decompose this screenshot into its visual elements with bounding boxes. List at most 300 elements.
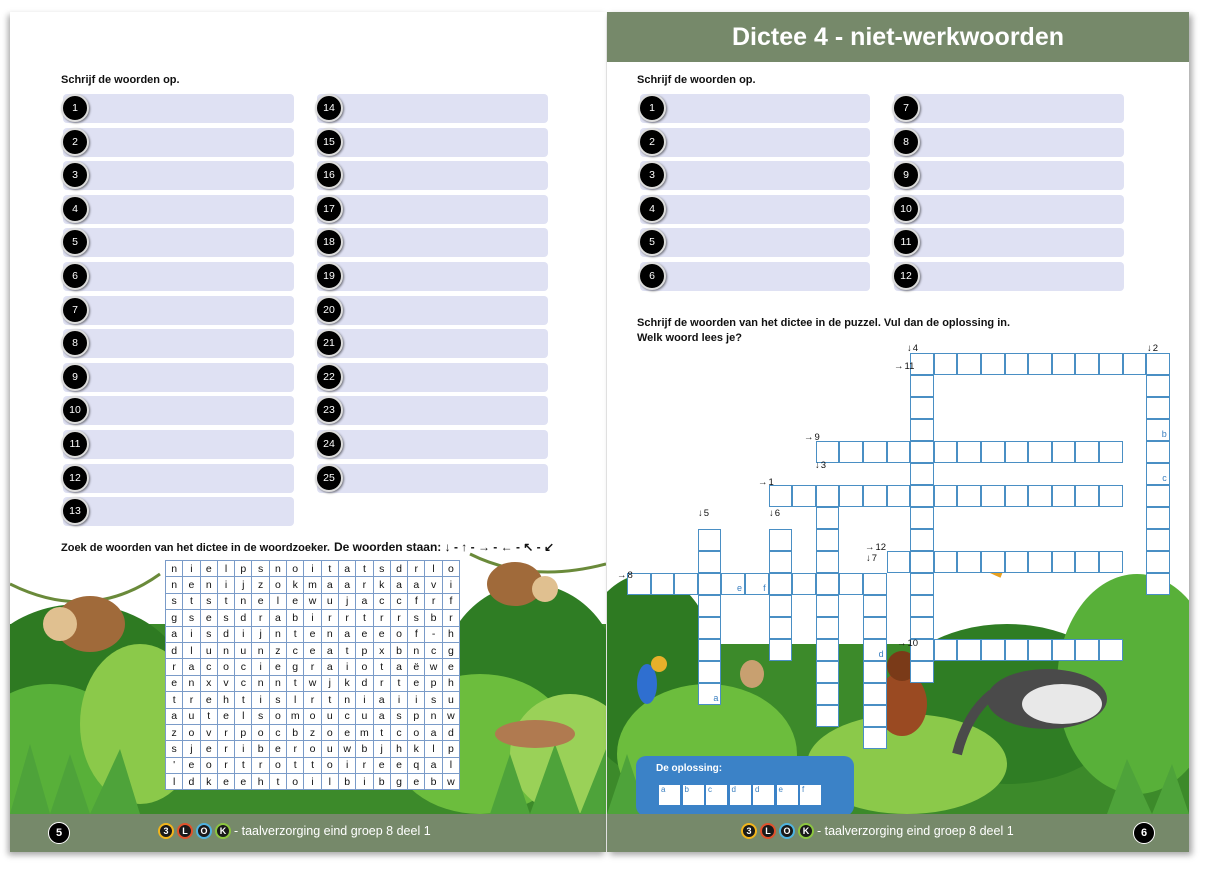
word-search-cell[interactable]: r — [373, 675, 390, 691]
word-search-cell[interactable]: m — [304, 577, 321, 593]
writing-line[interactable] — [63, 94, 294, 123]
word-search-cell[interactable]: h — [217, 692, 234, 708]
word-search-cell[interactable]: l — [183, 642, 200, 658]
word-search-cell[interactable]: o — [217, 659, 234, 675]
word-search-cell[interactable]: c — [235, 659, 252, 675]
crossword-cell[interactable] — [651, 573, 675, 595]
word-search-cell[interactable]: t — [287, 757, 304, 773]
writing-line[interactable] — [894, 195, 1124, 224]
word-search-cell[interactable]: o — [304, 741, 321, 757]
word-search-cell[interactable]: a — [408, 577, 425, 593]
word-search-cell[interactable]: l — [269, 593, 286, 609]
writing-line[interactable] — [63, 430, 294, 459]
crossword-cell[interactable] — [839, 573, 863, 595]
word-search-cell[interactable]: e — [373, 626, 390, 642]
word-search-cell[interactable]: l — [166, 774, 183, 790]
word-search-cell[interactable]: b — [287, 724, 304, 740]
crossword-cell[interactable] — [887, 485, 911, 507]
word-search-cell[interactable]: n — [183, 675, 200, 691]
word-search-cell[interactable]: n — [269, 675, 286, 691]
crossword-cell[interactable] — [863, 441, 887, 463]
word-search-cell[interactable]: f — [408, 593, 425, 609]
word-search-cell[interactable]: s — [408, 610, 425, 626]
word-search-cell[interactable]: t — [304, 757, 321, 773]
word-search-cell[interactable]: a — [390, 577, 407, 593]
crossword-cell[interactable] — [816, 705, 840, 727]
crossword-cell[interactable] — [910, 551, 934, 573]
crossword-cell[interactable] — [957, 353, 981, 375]
crossword-cell[interactable] — [1052, 551, 1076, 573]
crossword-cell[interactable] — [769, 485, 793, 507]
word-search-cell[interactable]: d — [442, 724, 459, 740]
crossword-cell[interactable] — [1146, 507, 1170, 529]
word-search-cell[interactable]: o — [183, 724, 200, 740]
word-search-cell[interactable]: s — [252, 561, 269, 577]
word-search-cell[interactable]: u — [321, 708, 338, 724]
word-search-cell[interactable]: ' — [166, 757, 183, 773]
word-search-cell[interactable]: e — [304, 642, 321, 658]
writing-line[interactable] — [317, 430, 548, 459]
word-search-cell[interactable]: c — [373, 593, 390, 609]
word-search-cell[interactable]: s — [217, 610, 234, 626]
word-search-cell[interactable]: c — [235, 675, 252, 691]
word-search-cell[interactable]: a — [373, 692, 390, 708]
crossword-cell[interactable] — [816, 507, 840, 529]
word-search-cell[interactable]: k — [338, 675, 355, 691]
crossword-cell[interactable] — [816, 617, 840, 639]
crossword-cell[interactable] — [1028, 639, 1052, 661]
writing-line[interactable] — [317, 396, 548, 425]
crossword-cell[interactable] — [839, 485, 863, 507]
word-search-cell[interactable]: v — [200, 724, 217, 740]
solution-cell[interactable] — [799, 784, 822, 806]
word-search-cell[interactable]: m — [287, 708, 304, 724]
word-search-cell[interactable]: t — [217, 593, 234, 609]
word-search-cell[interactable]: a — [166, 708, 183, 724]
crossword-cell[interactable] — [910, 595, 934, 617]
word-search-cell[interactable]: i — [304, 561, 321, 577]
crossword-cell[interactable] — [745, 573, 769, 595]
word-search-cell[interactable]: g — [390, 774, 407, 790]
crossword-cell[interactable] — [698, 683, 722, 705]
word-search-cell[interactable]: l — [321, 774, 338, 790]
word-search-cell[interactable]: z — [269, 642, 286, 658]
writing-line[interactable] — [317, 161, 548, 190]
crossword-cell[interactable] — [863, 639, 887, 661]
word-search-cell[interactable]: s — [390, 708, 407, 724]
crossword-cell[interactable] — [816, 573, 840, 595]
writing-line[interactable] — [63, 363, 294, 392]
word-search-cell[interactable]: x — [200, 675, 217, 691]
word-search-cell[interactable]: a — [425, 757, 442, 773]
word-search-cell[interactable]: e — [356, 626, 373, 642]
crossword-cell[interactable] — [816, 529, 840, 551]
crossword-cell[interactable] — [934, 551, 958, 573]
word-search-cell[interactable]: t — [373, 659, 390, 675]
word-search-cell[interactable]: b — [373, 774, 390, 790]
word-search-cell[interactable]: o — [390, 626, 407, 642]
word-search-cell[interactable]: r — [425, 593, 442, 609]
word-search-cell[interactable]: h — [390, 741, 407, 757]
word-search-cell[interactable]: e — [252, 593, 269, 609]
writing-line[interactable] — [640, 161, 870, 190]
word-search-cell[interactable]: a — [269, 610, 286, 626]
word-search-cell[interactable]: o — [269, 757, 286, 773]
crossword-cell[interactable] — [721, 573, 745, 595]
word-search-cell[interactable]: h — [442, 675, 459, 691]
crossword-cell[interactable] — [910, 485, 934, 507]
crossword-cell[interactable] — [1028, 485, 1052, 507]
crossword-cell[interactable] — [1075, 639, 1099, 661]
word-search-cell[interactable]: u — [442, 692, 459, 708]
word-search-cell[interactable]: d — [217, 626, 234, 642]
word-search-cell[interactable]: z — [252, 577, 269, 593]
word-search-cell[interactable]: r — [217, 724, 234, 740]
word-search-cell[interactable]: c — [200, 659, 217, 675]
crossword-cell[interactable] — [863, 485, 887, 507]
solution-cell[interactable] — [776, 784, 799, 806]
word-search-cell[interactable]: t — [166, 692, 183, 708]
word-search-cell[interactable]: r — [217, 741, 234, 757]
crossword-cell[interactable] — [698, 617, 722, 639]
word-search-cell[interactable]: i — [183, 561, 200, 577]
word-search-cell[interactable]: a — [390, 659, 407, 675]
crossword-cell[interactable] — [1146, 441, 1170, 463]
crossword-cell[interactable] — [863, 683, 887, 705]
writing-line[interactable] — [317, 128, 548, 157]
word-search-cell[interactable]: f — [408, 626, 425, 642]
word-search-cell[interactable]: u — [200, 642, 217, 658]
crossword-cell[interactable] — [769, 573, 793, 595]
word-search-cell[interactable]: e — [408, 774, 425, 790]
word-search-cell[interactable]: r — [166, 659, 183, 675]
word-search-cell[interactable]: c — [287, 642, 304, 658]
crossword-cell[interactable] — [910, 529, 934, 551]
crossword-cell[interactable] — [1099, 485, 1123, 507]
word-search-cell[interactable]: t — [269, 774, 286, 790]
word-search-cell[interactable]: j — [183, 741, 200, 757]
word-search-cell[interactable]: o — [287, 774, 304, 790]
writing-line[interactable] — [317, 195, 548, 224]
word-search-cell[interactable]: r — [356, 757, 373, 773]
writing-line[interactable] — [63, 464, 294, 493]
word-search-cell[interactable]: t — [287, 675, 304, 691]
word-search-cell[interactable]: a — [356, 593, 373, 609]
word-search-cell[interactable]: u — [321, 593, 338, 609]
word-search-cell[interactable]: e — [235, 774, 252, 790]
writing-line[interactable] — [63, 329, 294, 358]
word-search-cell[interactable]: p — [408, 708, 425, 724]
word-search-cell[interactable]: e — [217, 708, 234, 724]
crossword-cell[interactable] — [1146, 353, 1170, 375]
word-search-cell[interactable]: u — [356, 708, 373, 724]
crossword-cell[interactable] — [1099, 441, 1123, 463]
word-search-cell[interactable]: p — [442, 741, 459, 757]
word-search-cell[interactable]: o — [269, 708, 286, 724]
crossword-cell[interactable] — [863, 727, 887, 749]
word-search-cell[interactable]: s — [425, 692, 442, 708]
writing-line[interactable] — [317, 329, 548, 358]
word-search-cell[interactable]: i — [408, 692, 425, 708]
crossword-cell[interactable] — [1052, 441, 1076, 463]
word-search-cell[interactable]: l — [425, 561, 442, 577]
word-search-cell[interactable]: t — [183, 593, 200, 609]
word-search-cell[interactable]: r — [338, 610, 355, 626]
word-search-cell[interactable]: w — [442, 708, 459, 724]
crossword-cell[interactable] — [698, 573, 722, 595]
word-search-cell[interactable]: b — [390, 642, 407, 658]
word-search-cell[interactable]: h — [252, 774, 269, 790]
crossword-cell[interactable] — [816, 595, 840, 617]
crossword-cell[interactable] — [816, 683, 840, 705]
writing-line[interactable] — [894, 228, 1124, 257]
word-search-cell[interactable]: s — [166, 741, 183, 757]
word-search-cell[interactable]: ë — [408, 659, 425, 675]
crossword-cell[interactable] — [698, 551, 722, 573]
crossword-cell[interactable] — [887, 441, 911, 463]
word-search-cell[interactable]: w — [338, 741, 355, 757]
word-search-cell[interactable]: e — [287, 593, 304, 609]
word-search-cell[interactable]: n — [408, 642, 425, 658]
word-search-cell[interactable]: i — [183, 626, 200, 642]
crossword-cell[interactable] — [816, 485, 840, 507]
word-search-cell[interactable]: n — [235, 593, 252, 609]
word-search-cell[interactable]: e — [304, 626, 321, 642]
crossword-cell[interactable] — [934, 485, 958, 507]
crossword-cell[interactable] — [934, 441, 958, 463]
writing-line[interactable] — [640, 94, 870, 123]
word-search-cell[interactable]: a — [183, 659, 200, 675]
word-search-cell[interactable]: n — [217, 642, 234, 658]
word-search-cell[interactable]: d — [183, 774, 200, 790]
word-search-cell[interactable]: t — [235, 757, 252, 773]
word-search-cell[interactable]: t — [321, 692, 338, 708]
crossword-cell[interactable] — [1052, 353, 1076, 375]
word-search-cell[interactable]: e — [442, 659, 459, 675]
word-search-cell[interactable]: r — [252, 757, 269, 773]
word-search-cell[interactable]: i — [356, 774, 373, 790]
word-search-cell[interactable]: r — [390, 610, 407, 626]
crossword-cell[interactable] — [839, 441, 863, 463]
crossword-cell[interactable] — [910, 419, 934, 441]
word-search-cell[interactable]: f — [442, 593, 459, 609]
word-search-cell[interactable]: r — [183, 692, 200, 708]
word-search-cell[interactable]: e — [217, 774, 234, 790]
word-search-cell[interactable]: o — [304, 708, 321, 724]
crossword-cell[interactable] — [816, 639, 840, 661]
word-search-cell[interactable]: r — [373, 610, 390, 626]
word-search-cell[interactable]: s — [166, 593, 183, 609]
crossword-cell[interactable] — [1146, 375, 1170, 397]
word-search-cell[interactable]: n — [252, 675, 269, 691]
word-search-cell[interactable]: r — [287, 741, 304, 757]
word-search-cell[interactable]: w — [425, 659, 442, 675]
crossword-cell[interactable] — [816, 551, 840, 573]
crossword-cell[interactable] — [1028, 551, 1052, 573]
word-search-cell[interactable]: a — [338, 626, 355, 642]
word-search-cell[interactable]: o — [321, 757, 338, 773]
crossword-cell[interactable] — [957, 485, 981, 507]
word-search-cell[interactable]: g — [287, 659, 304, 675]
word-search-cell[interactable]: - — [425, 626, 442, 642]
word-search-cell[interactable]: i — [304, 610, 321, 626]
crossword-cell[interactable] — [769, 551, 793, 573]
crossword-cell[interactable] — [934, 353, 958, 375]
crossword-cell[interactable] — [1146, 551, 1170, 573]
word-search-cell[interactable]: k — [408, 741, 425, 757]
word-search-cell[interactable]: n — [166, 561, 183, 577]
writing-line[interactable] — [894, 262, 1124, 291]
crossword-cell[interactable] — [981, 551, 1005, 573]
crossword-cell[interactable] — [1146, 573, 1170, 595]
writing-line[interactable] — [63, 296, 294, 325]
word-search-cell[interactable]: s — [269, 692, 286, 708]
word-search-cell[interactable]: x — [373, 642, 390, 658]
solution-cell[interactable] — [705, 784, 728, 806]
word-search-cell[interactable]: r — [442, 610, 459, 626]
word-search-cell[interactable]: u — [183, 708, 200, 724]
crossword-cell[interactable] — [1028, 441, 1052, 463]
word-search-cell[interactable]: t — [321, 561, 338, 577]
crossword-cell[interactable] — [910, 397, 934, 419]
word-search-cell[interactable]: s — [183, 610, 200, 626]
word-search-cell[interactable]: r — [321, 610, 338, 626]
writing-line[interactable] — [63, 195, 294, 224]
word-search-cell[interactable]: w — [304, 593, 321, 609]
word-search-cell[interactable]: d — [390, 561, 407, 577]
crossword-cell[interactable] — [1028, 353, 1052, 375]
word-search-cell[interactable]: n — [269, 626, 286, 642]
writing-line[interactable] — [894, 128, 1124, 157]
word-search-cell[interactable]: p — [425, 675, 442, 691]
word-search-cell[interactable]: e — [408, 675, 425, 691]
writing-line[interactable] — [640, 262, 870, 291]
writing-line[interactable] — [63, 497, 294, 526]
word-search-cell[interactable]: e — [390, 757, 407, 773]
writing-line[interactable] — [317, 464, 548, 493]
word-search-cell[interactable]: e — [183, 577, 200, 593]
crossword-cell[interactable] — [1099, 353, 1123, 375]
crossword-cell[interactable] — [1052, 639, 1076, 661]
word-search-cell[interactable]: b — [425, 774, 442, 790]
crossword-cell[interactable] — [981, 441, 1005, 463]
word-search-cell[interactable]: e — [338, 724, 355, 740]
word-search-cell[interactable]: o — [269, 577, 286, 593]
word-search-cell[interactable]: w — [304, 675, 321, 691]
crossword-cell[interactable] — [1146, 463, 1170, 485]
word-search-cell[interactable]: r — [217, 757, 234, 773]
word-search-cell[interactable]: t — [200, 708, 217, 724]
word-search-cell[interactable]: k — [287, 577, 304, 593]
crossword-cell[interactable] — [863, 661, 887, 683]
crossword-cell[interactable] — [792, 485, 816, 507]
word-search-cell[interactable]: p — [235, 724, 252, 740]
word-search-cell[interactable]: j — [235, 577, 252, 593]
word-search-cell[interactable]: i — [338, 757, 355, 773]
word-search-cell[interactable]: z — [166, 724, 183, 740]
crossword-cell[interactable] — [957, 639, 981, 661]
solution-cell[interactable] — [682, 784, 705, 806]
word-search-cell[interactable]: r — [252, 610, 269, 626]
word-search-cell[interactable]: a — [321, 659, 338, 675]
writing-line[interactable] — [640, 128, 870, 157]
word-search-cell[interactable]: a — [166, 626, 183, 642]
crossword-cell[interactable] — [698, 529, 722, 551]
crossword-cell[interactable] — [1146, 529, 1170, 551]
writing-line[interactable] — [63, 128, 294, 157]
word-search-cell[interactable]: g — [166, 610, 183, 626]
word-search-cell[interactable]: o — [287, 561, 304, 577]
word-search-cell[interactable]: e — [200, 692, 217, 708]
word-search-cell[interactable]: c — [390, 593, 407, 609]
solution-cell[interactable] — [658, 784, 681, 806]
crossword-cell[interactable] — [957, 551, 981, 573]
word-search-cell[interactable]: d — [356, 675, 373, 691]
word-search-cell[interactable]: i — [356, 692, 373, 708]
word-search-cell[interactable]: o — [442, 561, 459, 577]
crossword-cell[interactable] — [863, 705, 887, 727]
crossword-cell[interactable] — [769, 639, 793, 661]
crossword-cell[interactable] — [1075, 485, 1099, 507]
solution-cell[interactable] — [752, 784, 775, 806]
crossword-cell[interactable] — [698, 595, 722, 617]
word-search-cell[interactable]: s — [200, 593, 217, 609]
crossword-cell[interactable] — [769, 595, 793, 617]
crossword-cell[interactable] — [887, 551, 911, 573]
word-search-cell[interactable]: o — [356, 659, 373, 675]
solution-cell[interactable] — [729, 784, 752, 806]
word-search-cell[interactable]: h — [442, 626, 459, 642]
crossword-cell[interactable] — [674, 573, 698, 595]
crossword-cell[interactable] — [1005, 485, 1029, 507]
word-search-cell[interactable]: t — [356, 561, 373, 577]
word-search-cell[interactable]: e — [200, 561, 217, 577]
word-search-cell[interactable]: e — [373, 757, 390, 773]
word-search-cell[interactable]: s — [373, 561, 390, 577]
word-search-cell[interactable]: d — [235, 610, 252, 626]
word-search-cell[interactable]: c — [269, 724, 286, 740]
word-search-cell[interactable]: o — [321, 724, 338, 740]
crossword-cell[interactable] — [1146, 485, 1170, 507]
word-search-cell[interactable]: o — [408, 724, 425, 740]
word-search-cell[interactable]: w — [442, 774, 459, 790]
word-search-cell[interactable]: g — [442, 642, 459, 658]
writing-line[interactable] — [894, 94, 1124, 123]
crossword-cell[interactable] — [1005, 639, 1029, 661]
word-search-cell[interactable]: i — [217, 577, 234, 593]
word-search-cell[interactable]: l — [425, 741, 442, 757]
word-search-cell[interactable]: i — [252, 659, 269, 675]
word-search-cell[interactable]: e — [183, 757, 200, 773]
crossword-cell[interactable] — [1075, 441, 1099, 463]
crossword-cell[interactable] — [769, 617, 793, 639]
word-search-cell[interactable]: j — [252, 626, 269, 642]
word-search-cell[interactable]: b — [338, 774, 355, 790]
word-search-cell[interactable]: b — [287, 610, 304, 626]
writing-line[interactable] — [63, 262, 294, 291]
crossword-cell[interactable] — [1075, 551, 1099, 573]
word-search-cell[interactable]: m — [356, 724, 373, 740]
writing-line[interactable] — [317, 228, 548, 257]
word-search-cell[interactable]: r — [356, 577, 373, 593]
crossword-cell[interactable] — [1075, 353, 1099, 375]
crossword-cell[interactable] — [1123, 353, 1147, 375]
word-search-cell[interactable]: t — [390, 675, 407, 691]
word-search-cell[interactable]: v — [217, 675, 234, 691]
writing-line[interactable] — [317, 363, 548, 392]
word-search-cell[interactable]: n — [425, 708, 442, 724]
word-search-cell[interactable]: k — [373, 577, 390, 593]
